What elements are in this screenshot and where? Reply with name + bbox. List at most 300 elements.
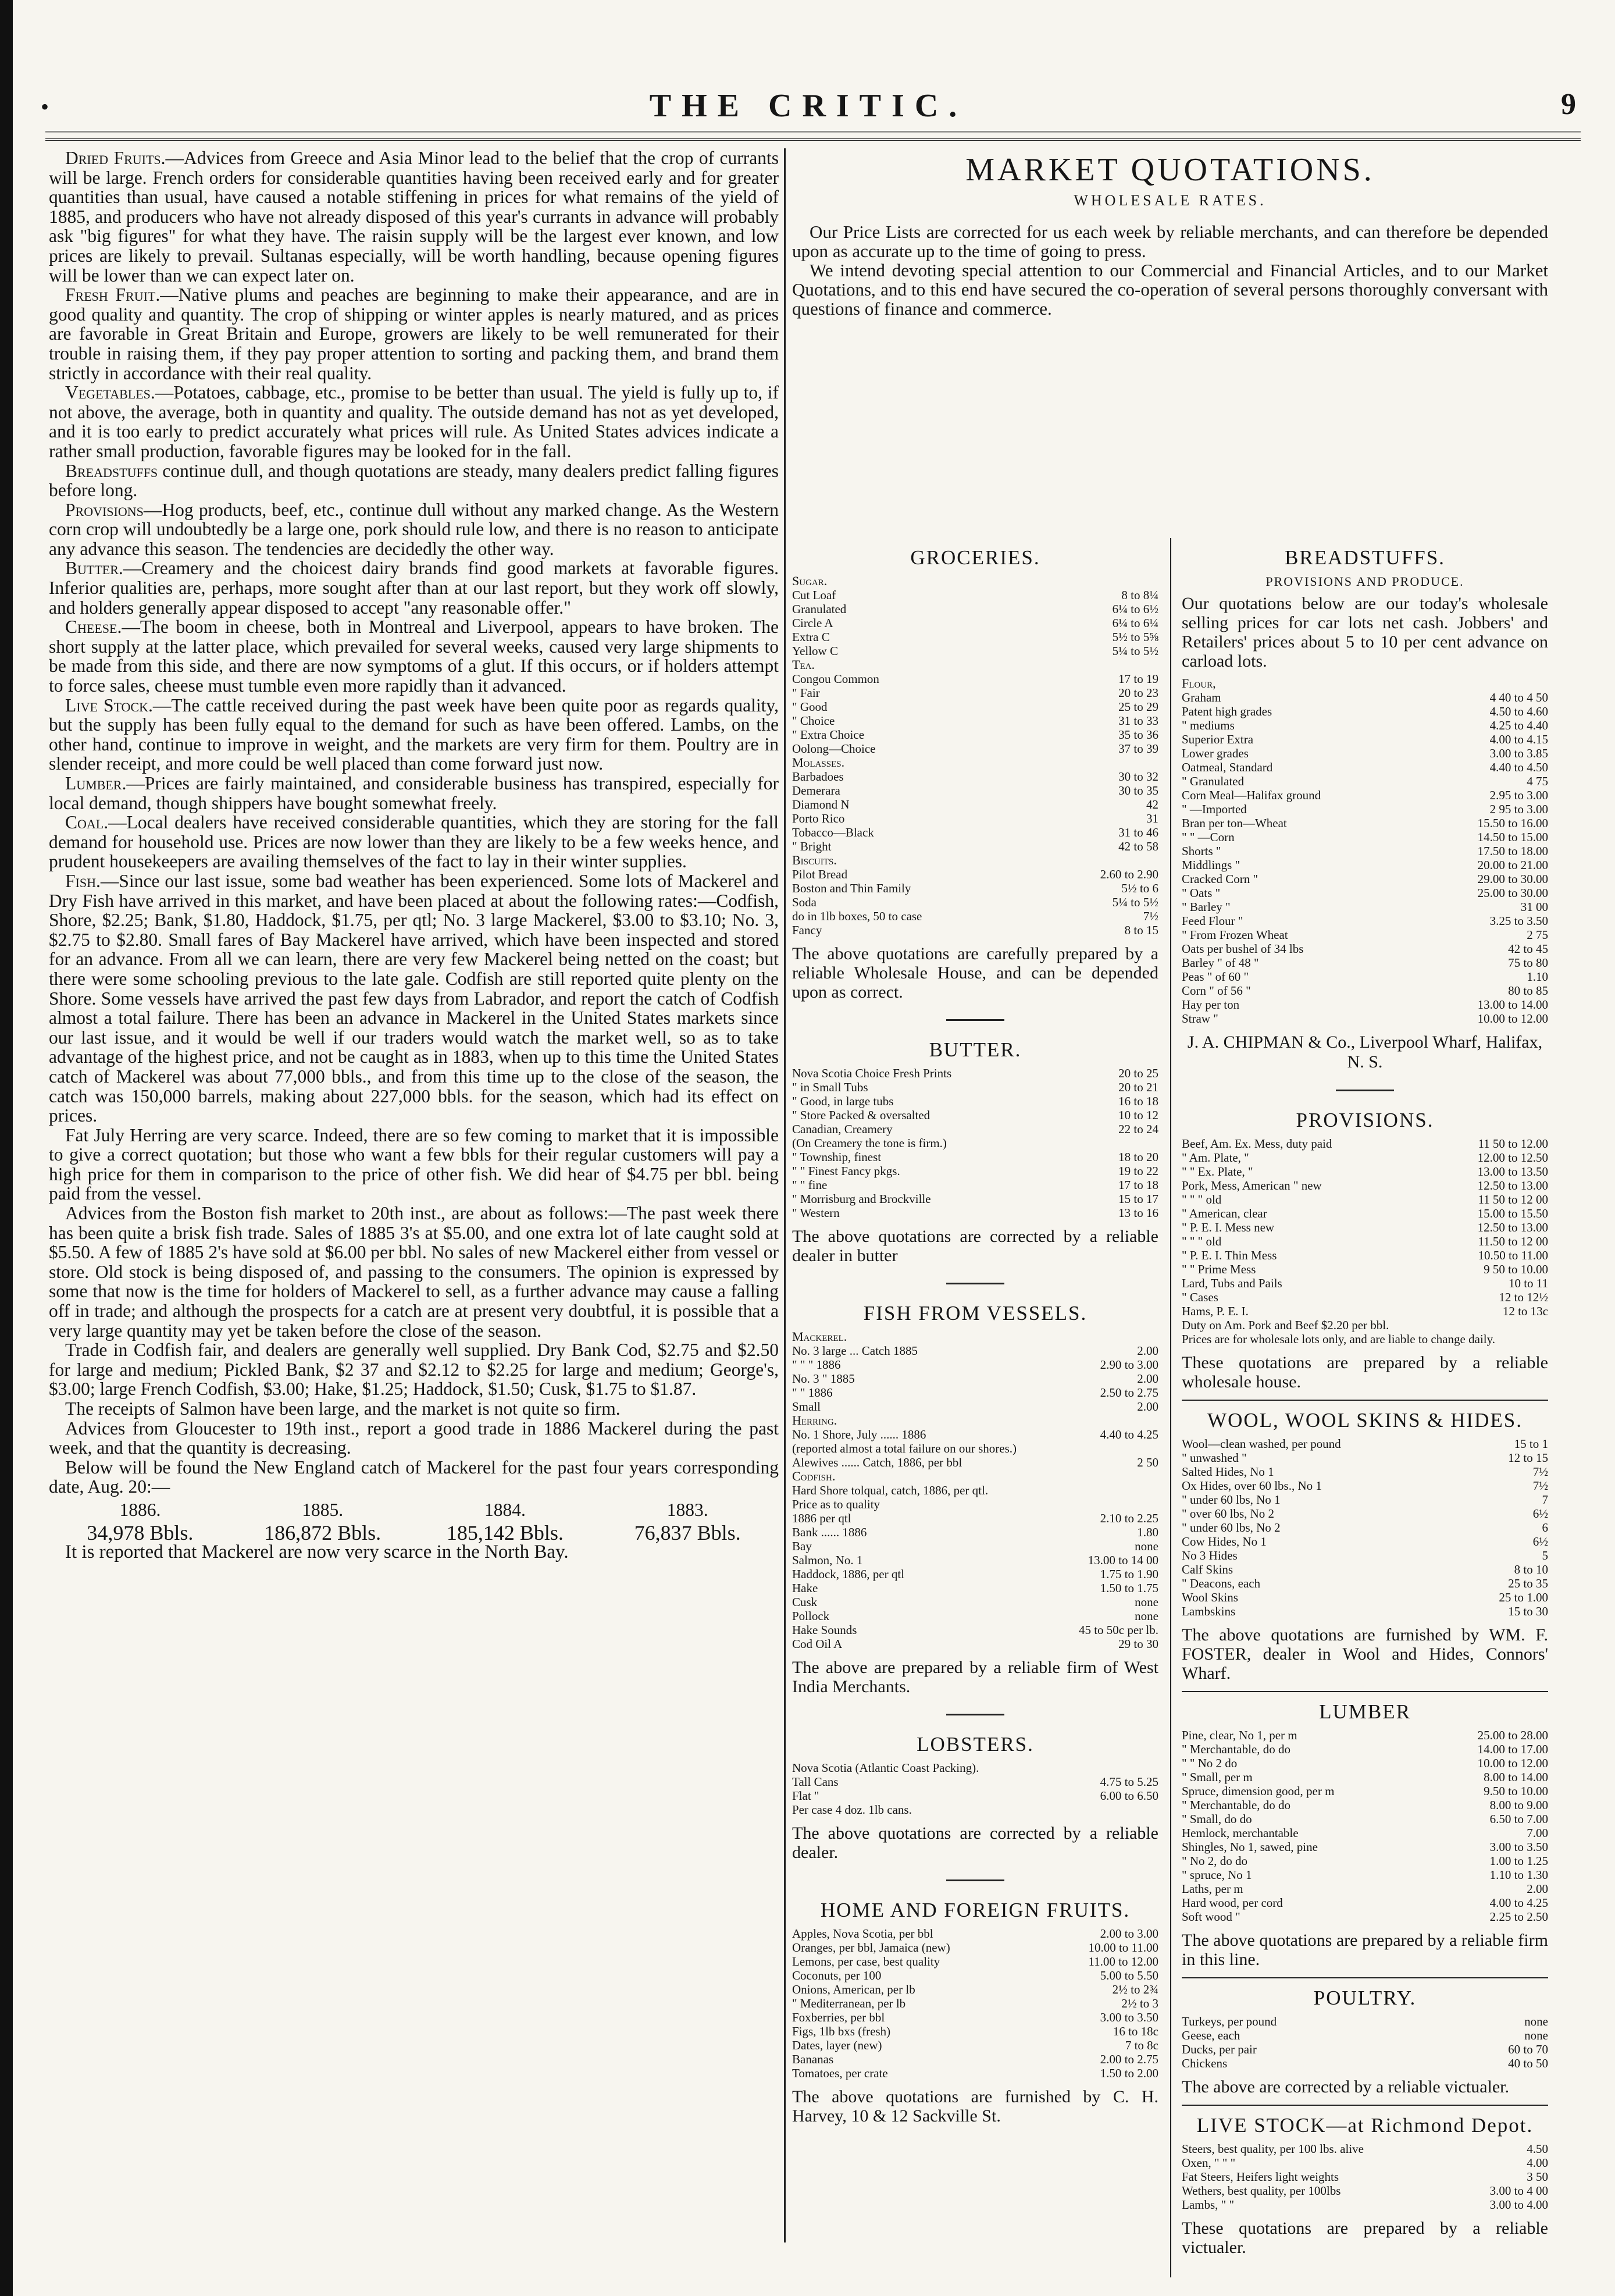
commentary-paragraph [49,383,779,461]
item-name: Salmon, No. 1 [792,1553,863,1567]
paragraph-text: —Creamery and the choicest dairy brands find good markets at favorable figures. Inferior qualities are, perhaps, more sought after than at our last report, but they work off slowly, and holders generally appear disposed to accept "any reasonable offer." [49,558,779,618]
butter-heading: BUTTER. [929,1038,1022,1061]
item-price: 5½ to 5⅝ [1112,630,1158,644]
fruits-note: The above quotations are furnished by C. H. Harvey, 10 & 12 Sackville St. [792,2087,1158,2126]
price-row [1182,2198,1548,2212]
item-price: 17.50 to 18.00 [1477,844,1548,858]
breadstuffs-note: J. A. CHIPMAN & Co., Liverpool Wharf, Halifax, N. S. [1187,1033,1543,1072]
price-row [1182,1137,1548,1151]
item-name: Foxberries, per bbl [792,2010,885,2024]
item-price: 20 to 25 [1118,1066,1158,1080]
market-intro [792,222,1548,318]
item-name: " Barley " [1182,900,1231,914]
item-name: Oranges, per bbl, Jamaica (new) [792,1941,950,1955]
paragraph-text: —Native plums and peaches are beginning to make their appearance, and are in good quality and quantity. The crop of shipping or winter apples is nearly matured, and as prices are favorable in Great Britain and Europe, growers are likely to be well remunerated for their trouble in raising them, if they pay proper attention to sorting and packing them, and brand them strictly in accordance with their real quality. [49,284,779,383]
item-price: 22 to 24 [1118,1122,1158,1136]
item-price: 42 to 45 [1508,942,1548,956]
live-stock-heading: LIVE STOCK—at Richmond Depot. [1196,2114,1534,2137]
item-name: " No 2, do do [1182,1854,1247,1868]
groceries-heading: GROCERIES. [910,546,1040,569]
item-price: 3.00 to 3.50 [1489,1840,1548,1854]
price-row [1182,1826,1548,1840]
paragraph-text: —Potatoes, cabbage, etc., promise to be better than usual. The yield is fully up to, if not above, the average, both in quantity and quality. The outside demand has not as yet developed, and it is too early to predict accurately what prices will rule. As United States advices indicate a rather small production, favorable figures may be looked for in the fall. [49,382,779,461]
item-name: " P. E. I. Thin Mess [1182,1248,1277,1262]
item-price: 14.50 to 15.00 [1477,830,1548,844]
item-price: 2.60 to 2.90 [1100,867,1158,881]
price-row [792,1567,1158,1581]
price-row [1182,1784,1548,1798]
item-price: 12 to 12½ [1499,1290,1548,1304]
price-row [792,1927,1158,1941]
price-row [792,1775,1158,1789]
catch-values-row [49,1523,779,1543]
item-price: 5¼ to 5½ [1112,644,1158,658]
section-rule [946,1283,1004,1284]
item-price: 31 [1146,811,1158,825]
price-row [792,2010,1158,2024]
item-name: Pollock [792,1609,830,1623]
price-group-label: Biscuits. [792,853,837,867]
market-quotations-section [792,148,1548,2277]
item-name: Tomatoes, per crate [792,2066,888,2080]
item-price: 9 50 to 10.00 [1484,1262,1548,1276]
price-row [1182,2014,1548,2028]
price-row [1182,1798,1548,1812]
item-name: " Mediterranean, per lb [792,1996,906,2010]
item-price: 2½ to 3 [1121,1996,1158,2010]
item-price: 2½ to 2¾ [1112,1982,1158,1996]
item-name: Hemlock, merchantable [1182,1826,1299,1840]
item-price: 4 75 [1527,774,1548,788]
price-row [1182,1562,1548,1576]
price-row [792,1511,1158,1525]
price-row [792,588,1158,602]
item-price: 7½ [1532,1479,1548,1493]
item-name: Onions, American, per lb [792,1982,915,1996]
price-row [792,923,1158,937]
item-price: 8.00 to 14.00 [1484,1770,1548,1784]
item-name: Ducks, per pair [1182,2042,1257,2056]
paragraph-text: Below will be found the New England catch of Mackerel for the past four years corresponding date, Aug. 20:— [49,1457,779,1497]
item-name: Chickens [1182,2056,1228,2070]
item-price: 3.00 to 4.00 [1489,2198,1548,2212]
item-name: Beef, Am. Ex. Mess, duty paid [1182,1137,1332,1151]
item-price: 11 50 to 12 00 [1478,1193,1548,1206]
item-price: 16 to 18c [1113,2024,1158,2038]
commentary-paragraph [49,1399,779,1419]
header-rule [45,131,1581,133]
price-row [1182,900,1548,914]
item-name: " " " old [1182,1193,1222,1206]
item-name: Extra C [792,630,830,644]
price-row [792,1637,1158,1651]
price-row [792,1789,1158,1803]
price-row [792,909,1158,923]
price-row [1182,802,1548,816]
price-row [1182,2184,1548,2198]
fish-vessels-section [792,1302,1158,1696]
price-row [792,839,1158,853]
paragraph-text: —Since our last issue, some bad weather has been experienced. Some lots of Mackerel and Dry Fish have arrived in this market, and have been placed at about the following rates:—Codfish, Shore, $2.25; Bank, $1.80, Haddock, $1.75, per qtl; No. 3 large Mackerel, $3.00 to $3.10; No. 3, $2.75 to $2.80. Small fares of Bay Mackerel have arrived, which have been inspected and stored for an advance. From all we can learn, there are very few Mackerel being netted on the coast; but there were some schooling previous to the late gale. Codfish are still reported quite plenty on the Shore. Some vessels have arrived the past few days from Labrador, and report the catch of Codfish almost a total failure. There has been an advance in Mackerel in the United States markets since our last issue, and it would be well if our traders would watch the market well, so as to take advantage of the highest price, and not be caught as in 1883, when up to this time the United States catch of Mackerel was about 77,000 bbls., and from this time up to the close of the season, the catch was 150,000 barrels, making about 227,000 bbls. for the season, which had its effect on prices. [49,870,779,1126]
item-price: 6.00 to 6.50 [1100,1789,1158,1803]
price-group-label: Codfish. [792,1469,836,1483]
item-name: Bay [792,1539,812,1553]
paragraph-lead: Provisions [65,499,144,520]
item-price: 25 to 29 [1118,700,1158,714]
header-marker: • [41,94,49,120]
item-price: 17 to 19 [1118,672,1158,686]
item-price [1154,1441,1158,1455]
item-name: " Small, per m [1182,1770,1253,1784]
price-row [792,686,1158,700]
item-price: 11.00 to 12.00 [1088,1955,1158,1968]
quotations-left-column [792,538,1158,2126]
page-number: 9 [1561,88,1576,121]
item-price: 2 75 [1527,928,1548,942]
item-price: 17 to 18 [1118,1178,1158,1192]
paragraph-text: The receipts of Salmon have been large, and the market is not quite so firm. [65,1398,621,1419]
price-row [1182,1840,1548,1854]
item-name: Calf Skins [1182,1562,1233,1576]
price-row [792,867,1158,881]
price-row [1182,1770,1548,1784]
item-name: Patent high grades [1182,704,1272,718]
provisions-heading: PROVISIONS. [1296,1109,1434,1131]
item-name: " " " old [1182,1234,1222,1248]
commentary-paragraph [49,617,779,695]
item-price: 37 to 39 [1118,742,1158,756]
live-stock-note: These quotations are prepared by a reliable victualer. [1182,2219,1548,2257]
item-price: 20 to 23 [1118,686,1158,700]
item-name: Barley " of 48 " [1182,956,1259,970]
catch-year: 1883. [666,1499,708,1520]
quotations-right-column [1182,538,1548,2257]
item-price: 6.50 to 7.00 [1489,1812,1548,1826]
item-price: 3.25 to 3.50 [1489,914,1548,928]
item-name: " " Prime Mess [1182,1262,1256,1276]
item-price: 18 to 20 [1118,1150,1158,1164]
item-price: 2.25 to 2.50 [1489,1910,1548,1924]
fish-vessels-heading: FISH FROM VESSELS. [863,1302,1088,1325]
paragraph-text: —Advices from Greece and Asia Minor lead to the belief that the crop of currants will be large. French orders for considerable quantities having been received early and for greater quantities than usual, have caused a notable stiffening in prices for what remains of the yield of 1885, and producers who have not already disposed of this year's currants in advance will probably ask "big figures" for what they have. The raisin supply will be the largest ever known, and low prices are likely to prevail. Sultanas especially, will be worth handling, because opening figures will be lower than we can expect later on. [49,148,779,286]
item-price: 11 50 to 12.00 [1478,1137,1548,1151]
item-name: Lower grades [1182,746,1249,760]
price-row [792,1955,1158,1968]
item-name: Fat Steers, Heifers light weights [1182,2170,1339,2184]
price-row [792,1122,1158,1136]
item-name: " Good [792,700,828,714]
item-price: 6 [1542,1521,1548,1535]
lumber-section [1182,1700,1548,1969]
price-row [1182,1576,1548,1590]
lobsters-heading: LOBSTERS. [917,1733,1034,1756]
wool-heading: WOOL, WOOL SKINS & HIDES. [1207,1409,1523,1432]
item-name: Soft wood " [1182,1910,1240,1924]
price-row [792,1164,1158,1178]
paragraph-text: —The cattle received during the past week have been quite poor as regards quality, but the supply has been fully equal to the demand for such as have been offered. Lambs, on the other hand, continue to improve in weight, and the markets are very firm for them. Poultry are in slender receipt, and more could be well placed than come forward just now. [49,695,779,774]
item-price: 5½ to 6 [1121,881,1158,895]
item-name: Price as to quality [792,1497,880,1511]
price-row [792,1982,1158,1996]
item-price: 8.00 to 9.00 [1489,1798,1548,1812]
item-name: Bran per ton—Wheat [1182,816,1287,830]
item-name: Tall Cans [792,1775,839,1789]
price-list [1182,1728,1548,1924]
price-list [1182,2142,1548,2212]
price-row [792,714,1158,728]
item-price: 2.00 to 2.75 [1100,2052,1158,2066]
commentary-paragraph [49,1126,779,1204]
price-list [792,1066,1158,1220]
item-price: 13.00 to 14.00 [1477,998,1548,1012]
price-group-label: Flour, [1182,676,1216,690]
item-name: " " fine [792,1178,828,1192]
price-row [1182,1437,1548,1451]
item-price: 29.00 to 30.00 [1477,872,1548,886]
wool-note: The above quotations are furnished by WM. F. FOSTER, dealer in Wool and Hides, Connors' Wharf. [1182,1625,1548,1683]
item-price: 3.00 to 4 00 [1489,2184,1548,2198]
price-row [792,1968,1158,1982]
item-name: " —Imported [1182,802,1247,816]
section-rule [1182,1400,1548,1401]
commentary-paragraph [49,1458,779,1497]
catch-year: 1885. [302,1499,344,1520]
item-name: Superior Extra [1182,732,1254,746]
fish-vessels-note: The above are prepared by a reliable firm of West India Merchants. [792,1658,1158,1696]
commentary-paragraph [49,500,779,559]
price-row [1182,1332,1548,1346]
price-row [792,1192,1158,1206]
price-row [792,2052,1158,2066]
item-price: 1.80 [1137,1525,1158,1539]
paragraph-text: —Hog products, beef, etc., continue dull without any marked change. As the Western corn crop will undoubtedly be a large one, pork should rule low, and there is no reason to anticipate any advance this season. The tendencies are decidedly the other way. [49,499,779,559]
item-price: 14.00 to 17.00 [1477,1742,1548,1756]
item-name: Cow Hides, No 1 [1182,1535,1267,1549]
price-row [792,1386,1158,1400]
item-name: Congou Common [792,672,879,686]
price-row [1182,1742,1548,1756]
item-name: " Merchantable, do do [1182,1742,1291,1756]
price-row [1182,1276,1548,1290]
section-rule [1182,2105,1548,2106]
commentary-paragraph [49,1419,779,1458]
item-name: Spruce, dimension good, per m [1182,1784,1335,1798]
item-name: " Merchantable, do do [1182,1798,1291,1812]
commentary-column [49,148,779,2277]
item-price: 35 to 36 [1118,728,1158,742]
price-row [1182,704,1548,718]
price-row [1182,858,1548,872]
price-row [792,1595,1158,1609]
price-row [1182,1604,1548,1618]
item-price: 8 to 10 [1514,1562,1548,1576]
item-price: 15 to 30 [1508,1604,1548,1618]
item-price [1154,1803,1158,1817]
item-name: " Store Packed & oversalted [792,1108,931,1122]
item-price: 25 to 35 [1508,1576,1548,1590]
price-row [792,1441,1158,1455]
item-price: 13.00 to 14 00 [1088,1553,1158,1567]
item-name: Fancy [792,923,822,937]
item-name: Lemons, per case, best quality [792,1955,940,1968]
item-price: 7.00 [1527,1826,1548,1840]
price-row [792,1803,1158,1817]
price-row [792,630,1158,644]
section-rule [1182,1691,1548,1692]
price-list [792,1761,1158,1817]
breadstuffs-intro: Our quotations below are our today's wholesale selling prices for car lots net cash. Jobbers' and Retailers' prices about 5 to 10 per cent advance on carload lots. [1182,594,1548,671]
price-row [792,770,1158,784]
market-intro-paragraph: Our Price Lists are corrected for us each week by reliable merchants, and can therefore be depended upon as accurate up to the time of going to press. [792,222,1548,261]
item-price: 29 to 30 [1118,1637,1158,1651]
item-name: Shingles, No 1, sawed, pine [1182,1840,1318,1854]
price-row [792,2038,1158,2052]
item-price: 3.00 to 3.50 [1100,2010,1158,2024]
price-row [1182,1318,1548,1332]
item-price: none [1524,2014,1548,2028]
item-price: 4.50 [1527,2142,1548,2156]
item-price: 2.00 to 3.00 [1100,1927,1158,1941]
item-name: (reported almost a total failure on our shores.) [792,1441,1017,1455]
item-price: 60 to 70 [1508,2042,1548,2056]
item-price: 1.10 to 1.30 [1489,1868,1548,1882]
item-name: No. 1 Shore, July ...... 1886 [792,1428,926,1441]
lobsters-note: The above quotations are corrected by a reliable dealer. [792,1824,1158,1862]
item-price: 25.00 to 30.00 [1477,886,1548,900]
price-row [792,728,1158,742]
commentary-paragraph [49,871,779,1126]
price-row [792,784,1158,798]
item-name: No 3 Hides [1182,1549,1238,1562]
price-row [1182,1549,1548,1562]
item-price: 2.95 to 3.00 [1489,788,1548,802]
price-row [792,1455,1158,1469]
item-name: Haddock, 1886, per qtl [792,1567,905,1581]
commentary-paragraph [49,148,779,285]
price-row [1182,816,1548,830]
item-price: 16 to 18 [1118,1094,1158,1108]
closing-paragraph: It is reported that Mackerel are now very scarce in the North Bay. [65,1542,569,1563]
paragraph-lead: Coal. [65,812,109,833]
item-name: " Deacons, each [1182,1576,1261,1590]
item-price: 30 to 32 [1118,770,1158,784]
price-row [1182,1220,1548,1234]
section-rule [1336,1090,1394,1091]
price-row [1182,2056,1548,2070]
item-name: Cod Oil A [792,1637,843,1651]
item-name: Cusk [792,1595,818,1609]
price-row [792,602,1158,616]
price-row [1182,1479,1548,1493]
item-price [1543,1332,1548,1346]
item-name: Bananas [792,2052,834,2066]
price-row [1182,1507,1548,1521]
item-price: 4.40 to 4.50 [1489,760,1548,774]
item-name: Diamond N [792,798,850,811]
item-name: Nova Scotia (Atlantic Coast Packing). [792,1761,979,1775]
paragraph-text: continue dull, and though quotations are steady, many dealers predict falling figures before long. [49,460,779,501]
item-name: " Granulated [1182,774,1245,788]
lumber-heading: LUMBER [1319,1700,1411,1723]
catch-year: 1886. [119,1499,161,1520]
item-price: 2 50 [1137,1455,1158,1469]
price-row [1182,1854,1548,1868]
wool-section [1182,1409,1548,1683]
item-price: 2.00 [1527,1882,1548,1896]
price-row [1182,928,1548,942]
price-row [1182,1535,1548,1549]
price-group-label: Molasses. [792,755,845,770]
item-name: Circle A [792,616,833,630]
item-name: Shorts " [1182,844,1221,858]
item-name: Ox Hides, over 60 lbs., No 1 [1182,1479,1322,1493]
item-price: 12.00 to 12.50 [1477,1151,1548,1165]
price-row [1182,1756,1548,1770]
price-row [792,1108,1158,1122]
butter-note: The above quotations are corrected by a reliable dealer in butter [792,1227,1158,1265]
market-subheading: WHOLESALE RATES. [1074,192,1267,209]
sub-column-divider [1170,538,1171,2277]
paragraph-text: Advices from Gloucester to 19th inst., report a good trade in 1886 Mackerel during the past week, and that the quantity is decreasing. [49,1418,779,1458]
paragraph-lead: Live Stock. [65,695,153,716]
item-name: Alewives ...... Catch, 1886, per bbl [792,1455,962,1469]
paragraph-text: —The boom in cheese, both in Montreal and Liverpool, appears to have broken. The short supply at the latter place, which prevailed for several weeks, caused very large shipments to be made from this side, and there are now symptoms of a glut. If this occurs, or if holders attempt to force sales, cheese must tumble even more rapidly than it advanced. [49,617,779,696]
item-price: 11.50 to 12 00 [1478,1234,1548,1248]
breadstuffs-heading: BREADSTUFFS. [1285,546,1445,569]
price-row [792,1553,1158,1567]
item-price: 7 [1542,1493,1548,1507]
item-name: Hard wood, per cord [1182,1896,1283,1910]
price-row [1182,718,1548,732]
fruits-heading: HOME AND FOREIGN FRUITS. [820,1899,1131,1921]
column-divider [784,148,786,2242]
price-row [1182,830,1548,844]
price-group-label: Herring. [792,1413,837,1428]
item-name: Cut Loaf [792,588,836,602]
item-name: " " —Corn [1182,830,1235,844]
item-name: " Oats " [1182,886,1221,900]
item-price: 5¼ to 5½ [1112,895,1158,909]
price-row [792,1609,1158,1623]
item-price: 6¼ to 6¼ [1112,616,1158,630]
item-name: do in 1lb boxes, 50 to case [792,909,922,923]
item-name: Hake Sounds [792,1623,857,1637]
poultry-section [1182,1987,1548,2096]
item-price: 4.40 to 4.25 [1100,1428,1158,1441]
item-price: 15 to 17 [1118,1192,1158,1206]
item-name: " Fair [792,686,820,700]
item-name: " " Finest Fancy pkgs. [792,1164,900,1178]
item-price: 75 to 80 [1508,956,1548,970]
item-price: 8 to 15 [1124,923,1158,937]
price-list [1182,1137,1548,1346]
item-price: 2.00 [1137,1344,1158,1358]
item-price [1154,1483,1158,1497]
item-name: Oatmeal, Standard [1182,760,1273,774]
catch-value: 186,872 Bbls. [264,1521,382,1544]
item-price: 4.25 to 4.40 [1489,718,1548,732]
price-row [1182,2142,1548,2156]
price-list [1182,1437,1548,1618]
price-row [1182,1896,1548,1910]
item-name: Turkeys, per pound [1182,2014,1277,2028]
price-row [792,742,1158,756]
item-name: " " No 2 do [1182,1756,1238,1770]
item-price: 6¼ to 6½ [1112,602,1158,616]
item-name: " mediums [1182,718,1235,732]
item-price: 25.00 to 28.00 [1477,1728,1548,1742]
item-name: " Bright [792,839,832,853]
